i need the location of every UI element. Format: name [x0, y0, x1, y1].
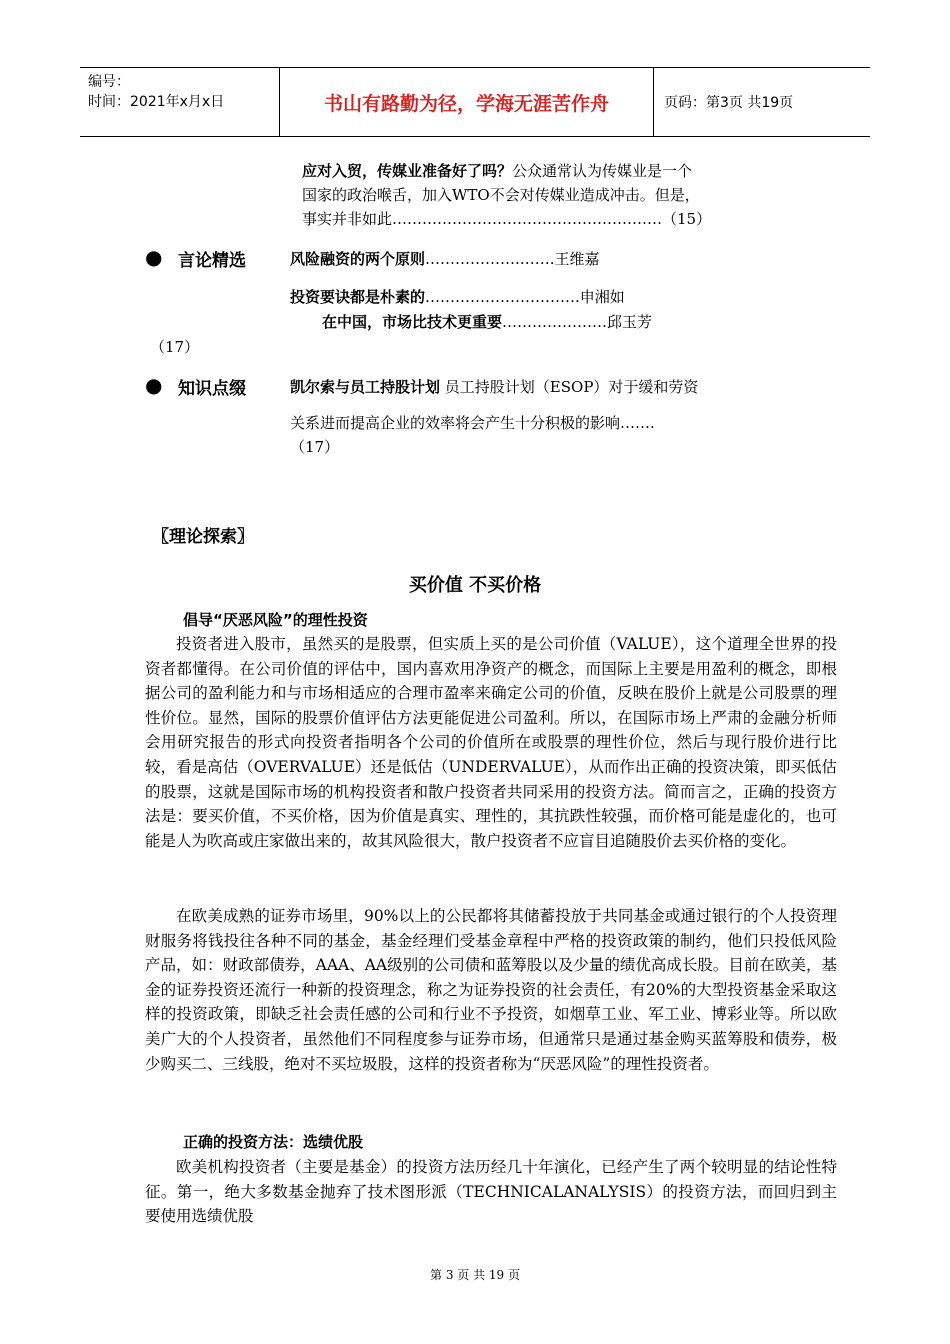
- toc-item-title: 投资要诀都是朴素的: [290, 288, 426, 306]
- toc-item-market-technology: [322, 311, 652, 332]
- toc-item-risk-financing: [290, 248, 600, 269]
- header-page-info: 页码：第3页 共19页: [664, 95, 794, 111]
- toc-category-label: 知识点缀: [178, 379, 246, 399]
- header-motto: 书山有路勤为径，学海无涯苦作舟: [280, 68, 654, 136]
- article-paragraph: 投资者进入股市，虽然买的是股票，但实质上买的是公司价值（VALUE），这个道理全世界的投资者都懂得。在公司价值的评估中，国内喜欢用净资产的概念，而国际上主要是用盈利的概念，即根据公司的盈利能力和与市场相适应的合理市盈率来确定公司的价值，反映在股价上就是公司股票的理性价位。显然，国际的股票价值评估方法更能促进公司盈利。所以，在国际市场上严肃的金融分析师会用研究报告的形式向投资者指明各个公司的价值所在或股票的理性价位，然后与现行股价进行比较，看是高估（OVERVALUE）还是低估（UNDERVALUE），从而作出正确的投资决策，即买低估的股票，这就是国际市场的机构投资者和散户投资者共同采用的投资方法。简而言之，正确的投资方法是：要买价值，不买价格，因为价值是真实、理性的，其抗跌性较强，而价格可能是虚化的，也可能是人为吹高或庄家做出来的，故其风险很大，散户投资者不应盲目追随股价去买价格的变化。: [145, 635, 837, 850]
- toc-item-leader: ……………….…….王维嘉: [425, 250, 600, 268]
- toc-item-title: 凯尔索与员工持股计划: [290, 378, 441, 396]
- toc-item-desc-line: 国家的政治喉舌，加入WTO不会对传媒业造成冲击。但是，: [302, 186, 700, 204]
- toc-item-desc: 公众通常认为传媒业是一个: [512, 162, 693, 180]
- toc-item-title: 在中国，市场比技术更重要: [322, 313, 503, 331]
- article-subheading: 倡导“厌恶风险”的理性投资: [183, 611, 368, 629]
- document-date: 时间：2021年x月x日: [88, 94, 225, 110]
- article-paragraph: 欧美机构投资者（主要是基金）的投资方法历经几十年演化，已经产生了两个较明显的结论性特征。第一，绝大多数基金抛弃了技术图形派（TECHNICALANALYSIS）的投资方法，而回归到主要使用选绩优股: [145, 1158, 837, 1226]
- toc-item-title: 风险融资的两个原则: [290, 250, 426, 268]
- bullet-icon: ●: [145, 245, 163, 269]
- bullet-icon: ●: [145, 373, 163, 397]
- toc-item-page: （17）: [150, 338, 200, 356]
- toc-item-leader: …………………邱玉芳: [502, 313, 653, 331]
- page-footer: 第 3 页 共 19 页: [430, 1268, 520, 1282]
- page-header: [80, 67, 870, 137]
- toc-item-desc-line: 事实并非如此………………………………………………（15）: [302, 210, 712, 228]
- toc-item-page: （17）: [290, 438, 340, 456]
- toc-item-investment-tips: [290, 286, 625, 307]
- toc-item-leader: ………………………….申湘如: [425, 288, 625, 306]
- toc-item-esop: [290, 376, 698, 397]
- toc-category-label: 言论精选: [178, 251, 246, 271]
- header-meta: [80, 68, 280, 136]
- toc-item-media: [302, 160, 692, 181]
- article-title: 买价值 不买价格: [408, 575, 542, 596]
- toc-item-title: 应对入贸，传媒业准备好了吗？: [302, 162, 513, 180]
- toc-item-desc: 员工持股计划（ESOP）对于缓和劳资: [444, 378, 699, 396]
- article-paragraph: 在欧美成熟的证券市场里，90%以上的公民都将其储蓄投放于共同基金或通过银行的个人投资理财服务将钱投往各种不同的基金，基金经理们受基金章程中严格的投资政策的制约，他们只投低风险产品，如：财政部债券，AAA、AA级别的公司债和蓝筹股以及少量的绩优高成长股。目前在欧美，基金的证券投资还流行一种新的投资理念，称之为证券投资的社会责任，有20%的大型投资基金采取这样的投资政策，即缺乏社会责任感的公司和行业不予投资，如烟草工业、军工业、博彩业等。所以欧美广大的个人投资者，虽然他们不同程度参与证券市场，但通常只是通过基金购买蓝筹股和债券，极少购买二、三线股，绝对不买垃圾股，这样的投资者称为“厌恶风险”的理性投资者。: [145, 907, 837, 1073]
- section-title: 〖理论探索〗: [152, 527, 254, 547]
- document-number-label: 编号：: [88, 74, 130, 90]
- article-subheading: 正确的投资方法：选绩优股: [183, 1133, 364, 1151]
- toc-item-desc-line: 关系进而提高企业的效率将会产生十分积极的影响…….: [290, 414, 655, 432]
